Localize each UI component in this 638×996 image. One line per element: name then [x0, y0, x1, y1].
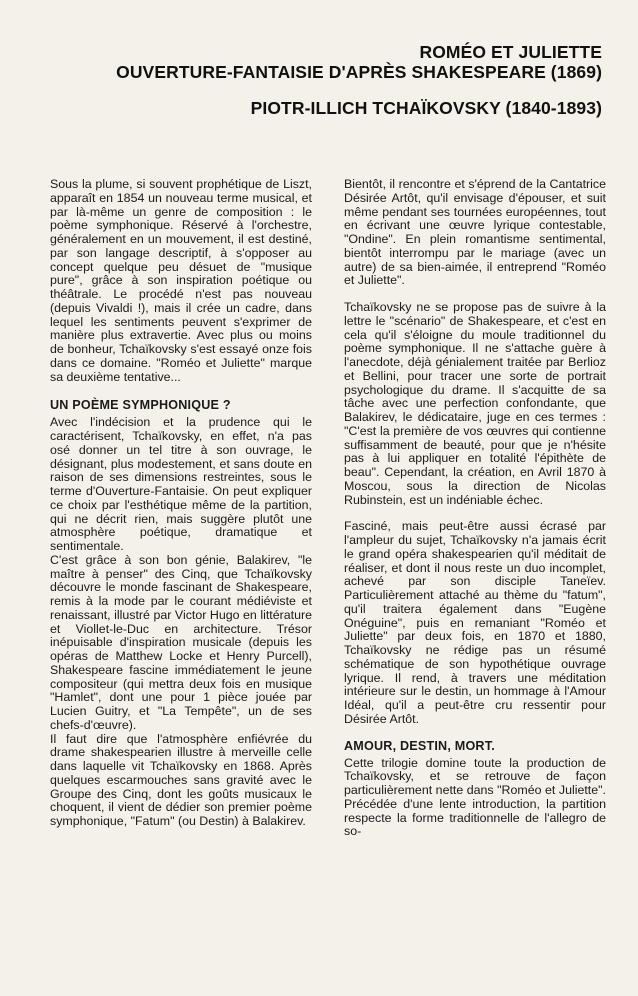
section-heading-poeme: UN POÈME SYMPHONIQUE ? — [50, 398, 231, 413]
paragraph: Bientôt, il rencontre et s'éprend de la Cantatrice Désirée Artôt, qu'il envisage d'épouser, et suit même pendant ses tournées européennes, tout en écrivant une œuvre lyrique contestable, "Ondine". En plein romantisme sentimental, bientôt interrompu par le mariage (avec un autre) de sa bien-aimée, il entreprend "Roméo et Juliette". — [344, 177, 606, 288]
section-heading-amour: AMOUR, DESTIN, MORT. — [344, 738, 495, 753]
right-column — [344, 178, 606, 839]
work-subtitle: OUVERTURE-FANTAISIE D'APRÈS SHAKESPEARE (1869) — [116, 62, 602, 82]
left-column — [50, 178, 312, 829]
paragraph: Fasciné, mais peut-être aussi écrasé par l'ampleur du sujet, Tchaïkovsky n'a jamais écrit le grand opéra shakespearien qu'il méditait de réaliser, et dont il nous reste un duo incomplet, achevé par son disciple Taneïev. Particulièrement attaché au thème du "fatum", qu'il traitera également dans "Eugène Onéguine", puis en remaniant "Roméo et Juliette" par deux fois, en 1870 et 1880, Tchaïkovsky ne rédige pas un résumé schématique de son hypothétique ouvrage lyrique. Il rend, à travers une méditation intérieure sur le destin, un hommage à l'Amour Idéal, qu'il a peut-être cru ressentir pour Désirée Artôt. — [344, 519, 606, 726]
page-header — [116, 42, 602, 118]
paragraph: Avec l'indécision et la prudence qui le caractérisent, Tchaïkovsky, en effet, n'a pas osé donner un tel titre à son ouvrage, le désignant, plus modestement, et sans doute en raison de ses dimensions restreintes, sous le terme d'Ouverture-Fantaisie. On peut expliquer ce choix par l'esthétique même de la partition, qui ne décrit rien, mais suggère plutôt une atmosphère poétique, dramatique et sentimentale. — [50, 415, 312, 553]
work-title: ROMÉO ET JULIETTE — [419, 42, 602, 62]
paragraph: Cette trilogie domine toute la production de Tchaïkovsky, et se retrouve de façon particulièrement nette dans "Roméo et Juliette". Précédée d'une lente introduction, la partition respecte la forme traditionnelle de l'allegro de so- — [344, 755, 606, 839]
paragraph: Il faut dire que l'atmosphère enfiévrée du drame shakespearien illustre à merveille celle dans laquelle vit Tchaïkovsky en 1868. Après quelques escarmouches sans gravité avec le Groupe des Cinq, dont les goûts musicaux le choquent, il vient de dédier son premier poème symphonique, "Fatum" (ou Destin) à Balakirev. — [50, 731, 312, 828]
paragraph: Tchaïkovsky ne se propose pas de suivre à la lettre le "scénario" de Shakespeare, et c'est en cela qu'il s'éloigne du moule traditionnel du poème symphonique. Il ne s'attache guère à l'anecdote, déjà génialement traitée par Berlioz et Bellini, pour tracer une sorte de portrait psychologique du drame. Il s'acquitte de sa tâche avec une perfection confondante, que Balakirev, le dédicataire, juge en ces termes : "C'est la première de vos œuvres qui contienne suffisamment de beauté, pour que je n'hésite pas à lui appliquer en totalité l'épithète de beau". Cependant, la création, en Avril 1870 à Moscou, sous la direction de Nicolas Rubinstein, est un indéniable échec. — [344, 300, 606, 507]
composer-name: PIOTR-ILLICH TCHAÏKOVSKY (1840-1893) — [250, 98, 602, 118]
paragraph-intro: Sous la plume, si souvent prophétique de Liszt, apparaît en 1854 un nouveau terme musical, et par là-même un genre de composition : le poème symphonique. Réservé à l'orchestre, généralement en un mouvement, il est destiné, par son langage descriptif, à s'opposer au concept quelque peu désuet de "musique pure", grâce à son inspiration poétique ou théâtrale. Le procédé n'est pas nouveau (depuis Vivaldi !), mais il crée un cadre, dans lequel les sentiments peuvent s'exprimer de manière plus extravertie. Avec plus ou moins de bonheur, Tchaïkovsky s'est essayé onze fois dans ce domaine. "Roméo et Juliette" marque sa deuxième tentative... — [50, 177, 312, 384]
paragraph: C'est grâce à son bon génie, Balakirev, "le maître à penser" des Cinq, que Tchaïkovsky découvre le monde fascinant de Shakespeare, remis à la mode par le courant médiéviste et renaissant, illustré par Victor Hugo en littérature et Viollet-le-Duc en architecture. Trésor inépuisable d'inspiration musicale (depuis les opéras de Matthew Locke et Henry Purcell), Shakespeare fascine immédiatement le jeune compositeur (qui mettra deux fois en musique "Hamlet", dont une pour 1 pièce jouée par Lucien Guitry, et "La Tempête", un de ses chefs-d'œuvre). — [50, 552, 312, 732]
